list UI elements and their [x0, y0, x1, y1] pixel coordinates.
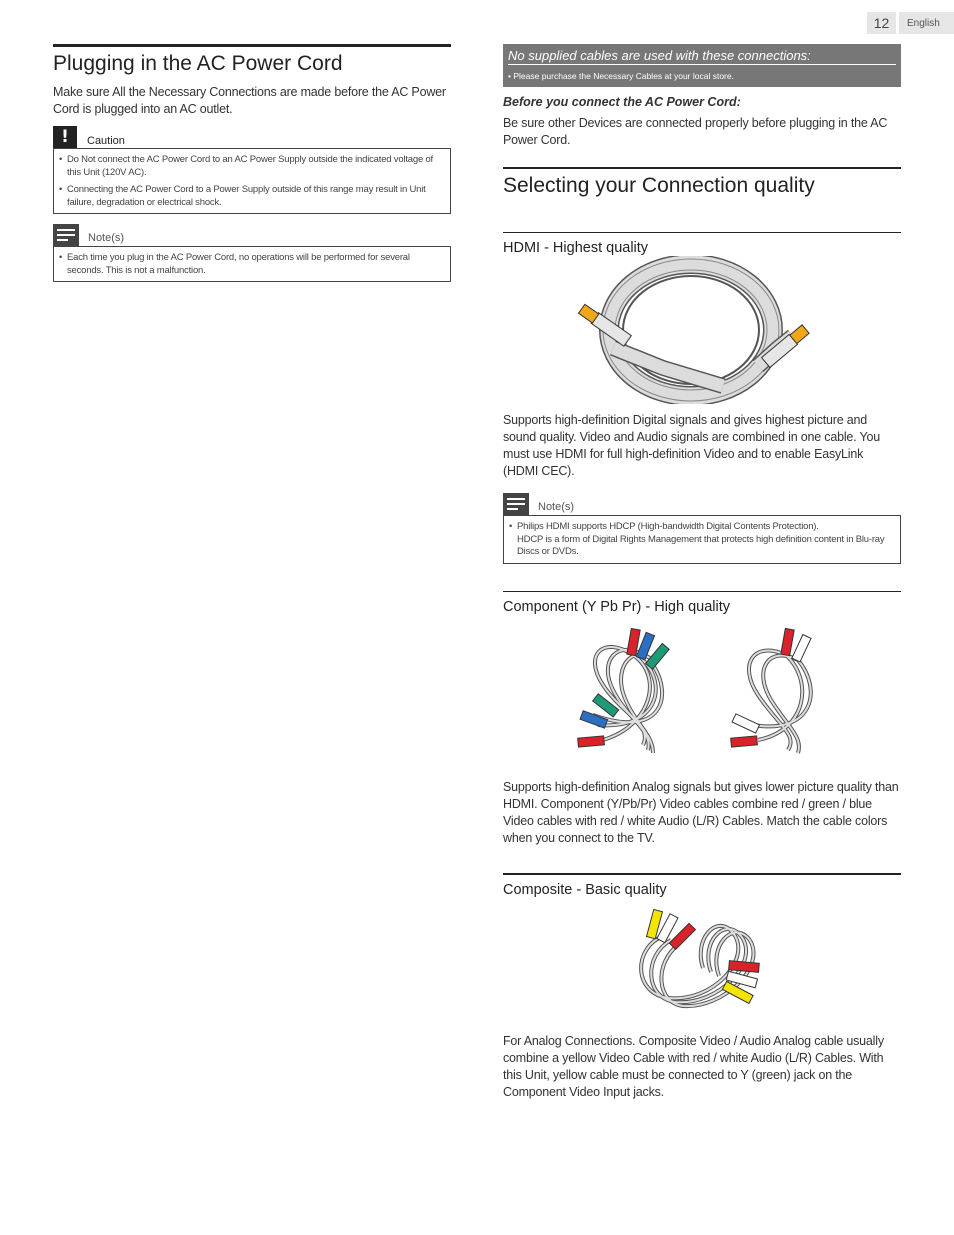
caution-label: Caution [87, 135, 125, 147]
before-connect-text: Be sure other Devices are connected properly before plugging in the AC Power Cord. [503, 116, 888, 147]
note-icon [53, 224, 79, 246]
component-title: Component (Y Pb Pr) - High quality [503, 591, 901, 615]
note-label: Note(s) [538, 501, 575, 513]
note-box [53, 246, 451, 282]
composite-cable-illustration [503, 898, 901, 1022]
before-connect-title: Before you connect the AC Power Cord: [503, 95, 741, 109]
banner-item: • Please purchase the Necessary Cables at your local store. [508, 71, 734, 81]
note-icon [503, 493, 529, 515]
hdmi-text: Supports high-definition Digital signals and gives highest picture and sound quality. Video and Audio signals are combined in one cable. You must use HDMI for full high-definition Video and to enable EasyLink (HDMI CEC). [503, 413, 881, 478]
no-cables-banner [503, 44, 901, 87]
banner-title: No supplied cables are used with these connections: [508, 48, 896, 65]
exclamation-icon: ! [53, 126, 77, 148]
note-item [510, 521, 894, 559]
composite-text: For Analog Connections. Composite Video / Audio Analog cable usually combine a yellow Video Cable with red / white Audio (L/R) Cables. With this Unit, yellow cable must be connected to Y (green) jack on the Component Video Input jacks. [503, 1033, 884, 1099]
note-line: Philips HDMI supports HDCP (High-bandwidth Digital Contents Protection). [517, 521, 819, 532]
left-column [53, 44, 451, 282]
page-language: English [899, 12, 954, 34]
composite-cable-image [503, 898, 901, 1022]
hdmi-note-header [503, 493, 901, 515]
hdmi-cable-illustration [503, 256, 901, 404]
right-column [503, 44, 901, 1101]
component-cable-image [503, 615, 901, 765]
hdmi-note-box [503, 515, 901, 564]
component-text: Supports high-definition Analog signals but gives lower picture quality than HDMI. Component (Y/Pb/Pr) Video cables combine red / green / blue Video cables with red / white Audio (L/R) Cables. Match the cable colors when you connect to the TV. [503, 779, 899, 845]
hdmi-title: HDMI - Highest quality [503, 232, 901, 256]
component-cable-illustration [503, 615, 901, 765]
caution-item: • Connecting the AC Power Cord to a Power Supply outside of this range may result in Unit failure, degradation or electrical shock. [60, 184, 444, 209]
note-item: • Each time you plug in the AC Power Cord, no operations will be performed for several seconds. This is not a malfunction. [60, 252, 444, 277]
caution-header [53, 126, 451, 148]
section-title-power-cord: Plugging in the AC Power Cord [53, 44, 451, 76]
caution-item: • Do Not connect the AC Power Cord to an AC Power Supply outside the indicated voltage of this Unit (120V AC). [60, 154, 444, 179]
caution-box [53, 148, 451, 214]
note-header [53, 224, 451, 246]
note-label: Note(s) [88, 232, 125, 244]
page-number: 12 [867, 12, 896, 34]
note-line: HDCP is a form of Digital Rights Management that protects high definition content in Blu-ray Discs or DVDs. [517, 533, 885, 557]
section-title-connection-quality: Selecting your Connection quality [503, 167, 901, 198]
hdmi-cable-image [503, 256, 901, 404]
power-cord-intro: Make sure All the Necessary Connections are made before the AC Power Cord is plugged into an AC outlet. [53, 85, 446, 116]
composite-title: Composite - Basic quality [503, 873, 901, 898]
